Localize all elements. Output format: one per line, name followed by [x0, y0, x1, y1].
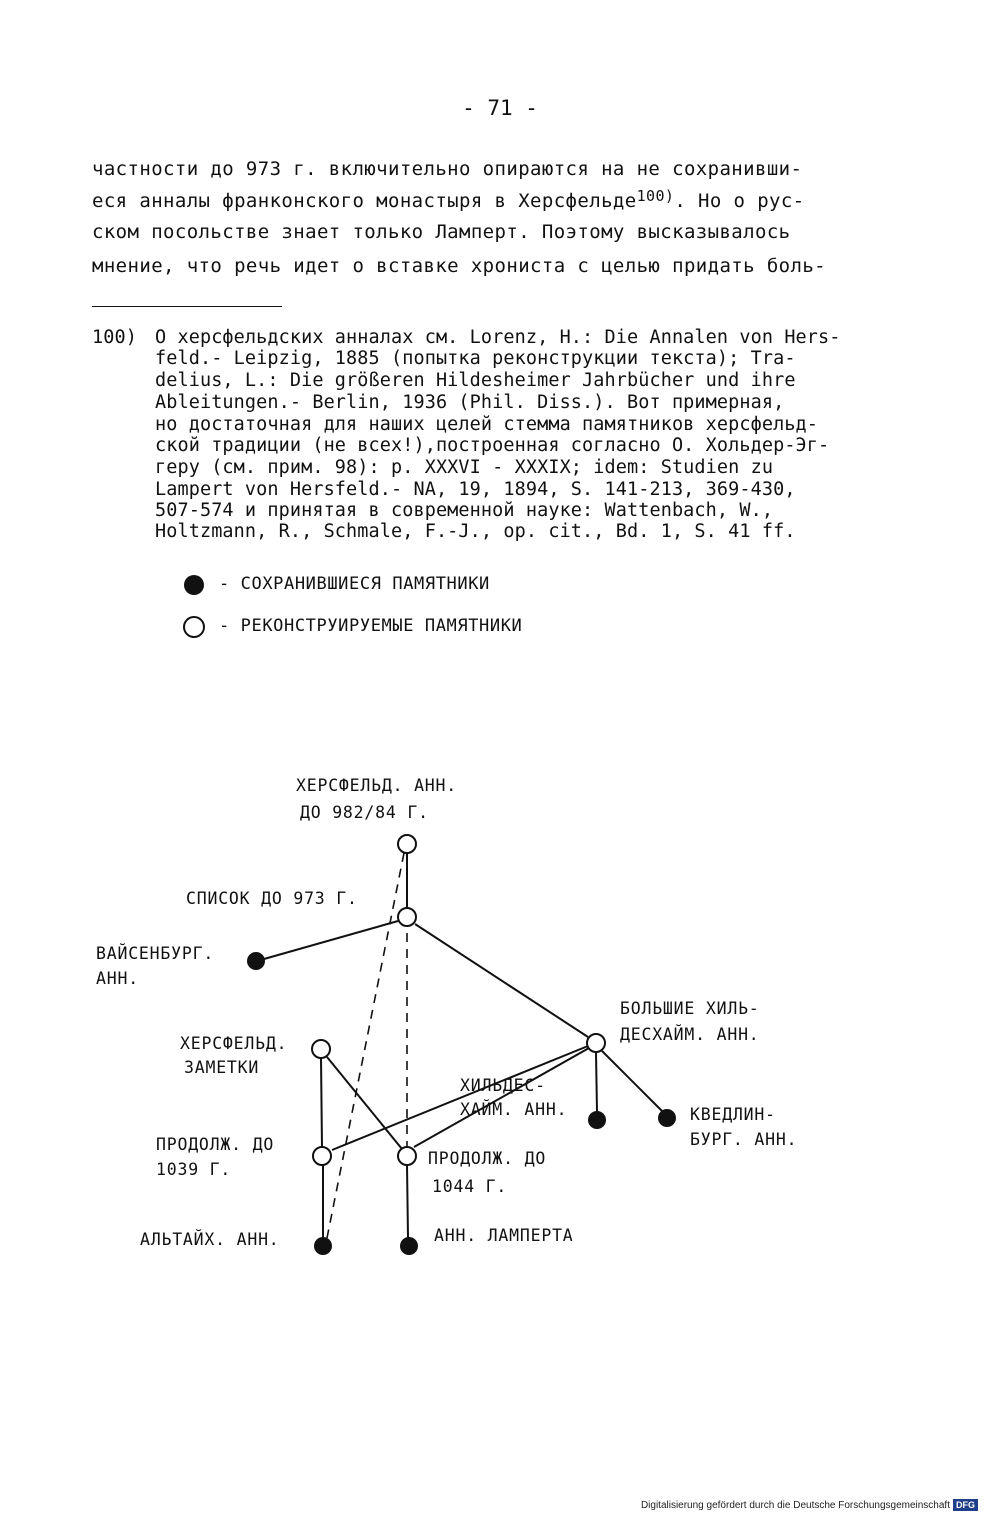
- label-hildesheim-major-1: БОЛЬШИЕ ХИЛЬ-: [620, 999, 760, 1018]
- node-hildesheim-major: [587, 1034, 605, 1052]
- footnote-line-6: ской традиции (не всех!),построенная согласно О. Хольдер-Эг-: [155, 435, 830, 456]
- edge-copy973-to-weissenburg: [264, 921, 398, 959]
- label-copy-973: СПИСОК ДО 973 Г.: [186, 889, 358, 908]
- label-weissenburg-1: ВАЙСЕНБУРГ.: [96, 944, 215, 963]
- node-cont-1039: [313, 1147, 331, 1165]
- edge-hildesheim-major-to-hildesheim: [596, 1053, 597, 1112]
- body-line-2-tail: . Но о рус-: [674, 190, 805, 212]
- footer-credit: [641, 1499, 978, 1511]
- label-cont-1039-2: 1039 Г.: [156, 1160, 232, 1179]
- footnote-line-5: но достаточная для наших целей стемма памятников херсфельд-: [155, 414, 819, 435]
- edge-cont1044-to-lampert: [407, 1165, 408, 1238]
- label-quedlinburg-2: БУРГ. АНН.: [690, 1130, 798, 1149]
- edge-notes-to-cont1039: [321, 1058, 322, 1148]
- footnote-line-7: геру (см. прим. 98): р. XXXVI - XXXIX; idem: Studien zu: [155, 457, 774, 478]
- legend-preserved-label: - СОХРАНИВШИЕСЯ ПАМЯТНИКИ: [219, 574, 490, 594]
- label-altaich: АЛЬТАЙХ. АНН.: [140, 1230, 280, 1249]
- legend-filled-dot-icon: [184, 575, 204, 595]
- edge-copy973-to-hildesheim-major: [415, 924, 588, 1037]
- page-number: - 71 -: [462, 96, 538, 120]
- label-hersfeld-notes-1: ХЕРСФЕЛЬД.: [180, 1034, 288, 1053]
- node-weissenburg: [247, 952, 265, 970]
- footnote-line-9: 507-574 и принятая в современной науке: Wattenbach, W.,: [155, 500, 774, 521]
- body-line-4: мнение, что речь идет о вставке хрониста с целью придать боль-: [92, 255, 827, 277]
- footnote-line-2: feld.- Leipzig, 1885 (попытка реконструкции текста); Tra-: [155, 348, 796, 369]
- label-hersfeld-notes-2: ЗАМЕТКИ: [184, 1058, 260, 1077]
- node-altaich: [314, 1237, 332, 1255]
- body-line-3: ском посольстве знает только Ламперт. Поэтому высказывалось: [92, 221, 791, 243]
- label-quedlinburg-1: КВЕДЛИН-: [690, 1105, 776, 1124]
- label-hersfeld-annals-1: ХЕРСФЕЛЬД. АНН.: [296, 776, 458, 795]
- label-hildesheim-2: ХАЙМ. АНН.: [460, 1100, 568, 1119]
- footnote-line-10: Holtzmann, R., Schmale, F.-J., op. cit., Bd. 1, S. 41 ff.: [155, 521, 796, 542]
- node-hildesheim: [588, 1111, 606, 1129]
- node-hersfeld-notes: [312, 1040, 330, 1058]
- footer-credit-text: Digitalisierung gefördert durch die Deutsche Forschungsgemeinschaft: [640, 1499, 950, 1511]
- label-cont-1039-1: ПРОДОЛЖ. ДО: [156, 1135, 275, 1154]
- footnote-line-1: О херсфельдских анналах см. Lorenz, H.: Die Annalen von Hers-: [155, 327, 841, 348]
- footnote-line-3: delius, L.: Die größeren Hildesheimer Jahrbücher und ihre: [155, 370, 796, 391]
- label-weissenburg-2: АНН.: [96, 969, 139, 988]
- label-hildesheim-major-2: ДЕСХАЙМ. АНН.: [620, 1025, 760, 1044]
- legend-open-circle-icon: [184, 617, 204, 637]
- body-line-2-text: еся анналы франконского монастыря в Херсфельде: [92, 190, 637, 212]
- node-copy-973: [398, 908, 416, 926]
- edge-notes-to-cont1044: [327, 1057, 402, 1149]
- footnote-line-4: Ableitungen.- Berlin, 1936 (Phil. Diss.). Вот примерная,: [155, 392, 785, 413]
- footnote-marker: 100): [92, 327, 137, 348]
- body-line-1: частности до 973 г. включительно опираются на не сохранивши-: [92, 158, 803, 180]
- label-hersfeld-annals-2: ДО 982/84 Г.: [300, 803, 429, 822]
- node-quedlinburg: [658, 1109, 676, 1127]
- label-lampert: АНН. ЛАМПЕРТА: [434, 1226, 574, 1245]
- footnote-reference[interactable]: 100): [636, 187, 675, 205]
- edge-hildesheim-major-to-quedlinburg: [602, 1051, 662, 1111]
- node-lampert: [400, 1237, 418, 1255]
- node-hersfeld-annals: [398, 835, 416, 853]
- node-cont-1044: [398, 1147, 416, 1165]
- label-hildesheim-1: ХИЛЬДЕС-: [460, 1076, 546, 1095]
- legend-reconstructed-label: - РЕКОНСТРУИРУЕМЫЕ ПАМЯТНИКИ: [219, 616, 523, 636]
- label-cont-1044-1: ПРОДОЛЖ. ДО: [428, 1149, 547, 1168]
- dfg-logo-icon: DFG: [953, 1499, 978, 1511]
- footnote-line-8: Lampert von Hersfeld.- NA, 19, 1894, S. 141-213, 369-430,: [155, 479, 796, 500]
- label-cont-1044-2: 1044 Г.: [432, 1177, 508, 1196]
